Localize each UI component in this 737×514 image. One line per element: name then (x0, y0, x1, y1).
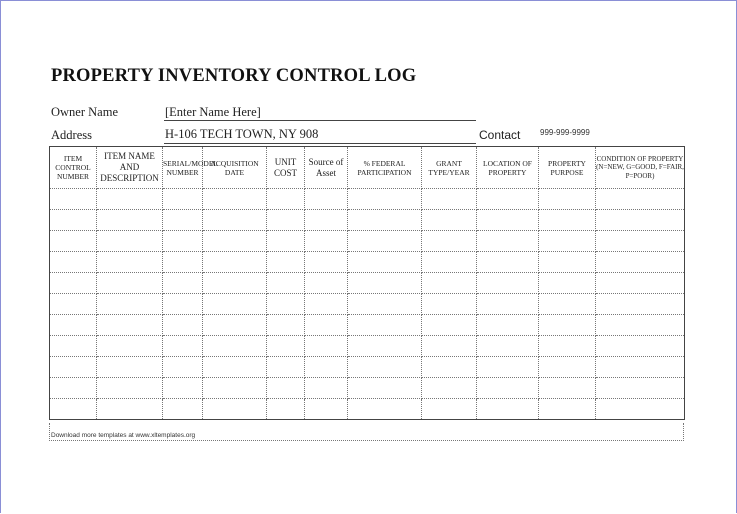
table-cell[interactable] (97, 357, 163, 378)
address-field[interactable]: H-106 TECH TOWN, NY 908 (165, 127, 319, 141)
table-cell[interactable] (539, 378, 596, 399)
table-header-row (50, 147, 685, 189)
table-row (50, 336, 685, 357)
table-cell[interactable] (539, 210, 596, 231)
table-cell[interactable] (596, 189, 685, 210)
table-cell[interactable] (305, 336, 348, 357)
table-cell[interactable] (163, 210, 203, 231)
table-cell[interactable] (539, 336, 596, 357)
col-header-grant-type-year: GRANT TYPE/YEAR (422, 147, 477, 189)
col-header-serial-model: SERIAL/MODEL NUMBER (163, 147, 203, 189)
table-cell[interactable] (477, 273, 539, 294)
table-cell[interactable] (267, 210, 305, 231)
table-cell[interactable] (97, 399, 163, 420)
col-header-federal-participation: % FEDERAL PARTICIPATION (348, 147, 422, 189)
table-cell[interactable] (267, 294, 305, 315)
table-cell[interactable] (539, 399, 596, 420)
table-cell[interactable] (267, 357, 305, 378)
owner-name-underline (164, 120, 476, 121)
table-cell[interactable] (477, 210, 539, 231)
table-cell[interactable] (267, 252, 305, 273)
table-cell[interactable] (422, 399, 477, 420)
table-cell[interactable] (348, 231, 422, 252)
table-body (50, 189, 685, 420)
table-cell[interactable] (348, 273, 422, 294)
table-cell[interactable] (97, 294, 163, 315)
table-cell[interactable] (203, 378, 267, 399)
table-cell[interactable] (97, 378, 163, 399)
table-cell[interactable] (97, 189, 163, 210)
table-cell[interactable] (477, 399, 539, 420)
table-cell[interactable] (596, 294, 685, 315)
table-cell[interactable] (203, 231, 267, 252)
owner-name-label: Owner Name (51, 105, 118, 119)
table-cell[interactable] (50, 189, 97, 210)
table-cell[interactable] (267, 273, 305, 294)
table-cell[interactable] (539, 294, 596, 315)
table-cell[interactable] (163, 399, 203, 420)
table-cell[interactable] (50, 315, 97, 336)
table-cell[interactable] (97, 210, 163, 231)
table-cell[interactable] (596, 252, 685, 273)
table-cell[interactable] (477, 189, 539, 210)
table-cell[interactable] (477, 378, 539, 399)
table-cell[interactable] (163, 189, 203, 210)
table-cell[interactable] (305, 231, 348, 252)
table-cell[interactable] (348, 378, 422, 399)
table-cell[interactable] (267, 231, 305, 252)
table-cell[interactable] (305, 252, 348, 273)
table-row (50, 231, 685, 252)
table-cell[interactable] (477, 252, 539, 273)
table-cell[interactable] (422, 189, 477, 210)
table-cell[interactable] (50, 273, 97, 294)
table-cell[interactable] (97, 315, 163, 336)
address-underline (164, 143, 476, 144)
table-row (50, 189, 685, 210)
table-cell[interactable] (203, 315, 267, 336)
table-cell[interactable] (163, 252, 203, 273)
table-cell[interactable] (267, 189, 305, 210)
table-cell[interactable] (477, 231, 539, 252)
table-cell[interactable] (163, 315, 203, 336)
table-cell[interactable] (305, 378, 348, 399)
table-row (50, 378, 685, 399)
table-cell[interactable] (203, 273, 267, 294)
table-cell[interactable] (348, 336, 422, 357)
table-cell[interactable] (422, 294, 477, 315)
table-cell[interactable] (348, 315, 422, 336)
table-cell[interactable] (203, 252, 267, 273)
table-cell[interactable] (539, 357, 596, 378)
table-cell[interactable] (596, 378, 685, 399)
table-cell[interactable] (163, 378, 203, 399)
table-cell[interactable] (97, 336, 163, 357)
table-cell[interactable] (305, 399, 348, 420)
address-label: Address (51, 128, 92, 142)
table-cell[interactable] (596, 315, 685, 336)
table-row (50, 357, 685, 378)
table-cell[interactable] (203, 189, 267, 210)
table-cell[interactable] (50, 231, 97, 252)
table-cell[interactable] (163, 273, 203, 294)
table-cell[interactable] (596, 357, 685, 378)
table-row (50, 252, 685, 273)
table-cell[interactable] (97, 252, 163, 273)
col-header-purpose: PROPERTY PURPOSE (539, 147, 596, 189)
table-cell[interactable] (596, 399, 685, 420)
table-cell[interactable] (203, 210, 267, 231)
table-cell[interactable] (50, 336, 97, 357)
table-row (50, 294, 685, 315)
table-cell[interactable] (50, 294, 97, 315)
col-header-unit-cost: UNIT COST (267, 147, 305, 189)
table-cell[interactable] (97, 273, 163, 294)
table-cell[interactable] (305, 357, 348, 378)
page-title: PROPERTY INVENTORY CONTROL LOG (51, 66, 417, 86)
table-cell[interactable] (539, 231, 596, 252)
col-header-item-control-number: ITEM CONTROL NUMBER (50, 147, 97, 189)
table-cell[interactable] (422, 336, 477, 357)
table-cell[interactable] (305, 189, 348, 210)
table-cell[interactable] (203, 399, 267, 420)
table-cell[interactable] (348, 252, 422, 273)
table-cell[interactable] (348, 210, 422, 231)
table-cell[interactable] (305, 315, 348, 336)
table-cell[interactable] (163, 357, 203, 378)
table-cell[interactable] (163, 294, 203, 315)
table-cell[interactable] (50, 399, 97, 420)
table-cell[interactable] (305, 210, 348, 231)
table-row (50, 210, 685, 231)
table-cell[interactable] (267, 378, 305, 399)
owner-name-field[interactable]: [Enter Name Here] (165, 105, 261, 119)
table-cell[interactable] (539, 273, 596, 294)
table-cell[interactable] (348, 294, 422, 315)
table-cell[interactable] (596, 210, 685, 231)
table-cell[interactable] (267, 399, 305, 420)
col-header-source-of-asset: Source of Asset (305, 147, 348, 189)
table-cell[interactable] (477, 357, 539, 378)
col-header-condition: CONDITION OF PROPERTY (N=NEW, G=GOOD, F=FAIR, P=POOR) (596, 147, 685, 189)
table-cell[interactable] (422, 357, 477, 378)
table-cell[interactable] (203, 294, 267, 315)
table-cell[interactable] (348, 357, 422, 378)
table-cell[interactable] (422, 252, 477, 273)
table-cell[interactable] (596, 231, 685, 252)
table-cell[interactable] (267, 315, 305, 336)
table-cell[interactable] (348, 189, 422, 210)
table-row (50, 315, 685, 336)
table-cell[interactable] (539, 189, 596, 210)
table-cell[interactable] (596, 273, 685, 294)
table-cell[interactable] (422, 210, 477, 231)
table-row (50, 399, 685, 420)
col-header-item-name: ITEM NAME AND DESCRIPTION (97, 147, 163, 189)
inventory-table (49, 146, 685, 420)
table-cell[interactable] (477, 336, 539, 357)
table-cell[interactable] (163, 336, 203, 357)
table-cell[interactable] (477, 294, 539, 315)
table-cell[interactable] (267, 336, 305, 357)
table-cell[interactable] (422, 378, 477, 399)
table-cell[interactable] (305, 273, 348, 294)
table-cell[interactable] (50, 357, 97, 378)
table-row (50, 273, 685, 294)
table-cell[interactable] (305, 294, 348, 315)
table-cell[interactable] (539, 315, 596, 336)
table-cell[interactable] (477, 315, 539, 336)
table-cell[interactable] (422, 273, 477, 294)
table-cell[interactable] (203, 336, 267, 357)
table-cell[interactable] (539, 252, 596, 273)
table-cell[interactable] (348, 399, 422, 420)
contact-field[interactable]: 999-999-9999 (540, 128, 590, 137)
table-cell[interactable] (163, 231, 203, 252)
table-cell[interactable] (422, 315, 477, 336)
table-cell[interactable] (97, 231, 163, 252)
table-cell[interactable] (422, 231, 477, 252)
footer-text: Download more templates at www.xltemplates.org (51, 432, 196, 439)
table-cell[interactable] (50, 252, 97, 273)
col-header-acquisition-date: ACQUISITION DATE (203, 147, 267, 189)
table-cell[interactable] (596, 336, 685, 357)
table-cell[interactable] (50, 210, 97, 231)
col-header-location: LOCATION OF PROPERTY (477, 147, 539, 189)
contact-label: Contact (479, 128, 521, 142)
table-cell[interactable] (50, 378, 97, 399)
table-cell[interactable] (203, 357, 267, 378)
